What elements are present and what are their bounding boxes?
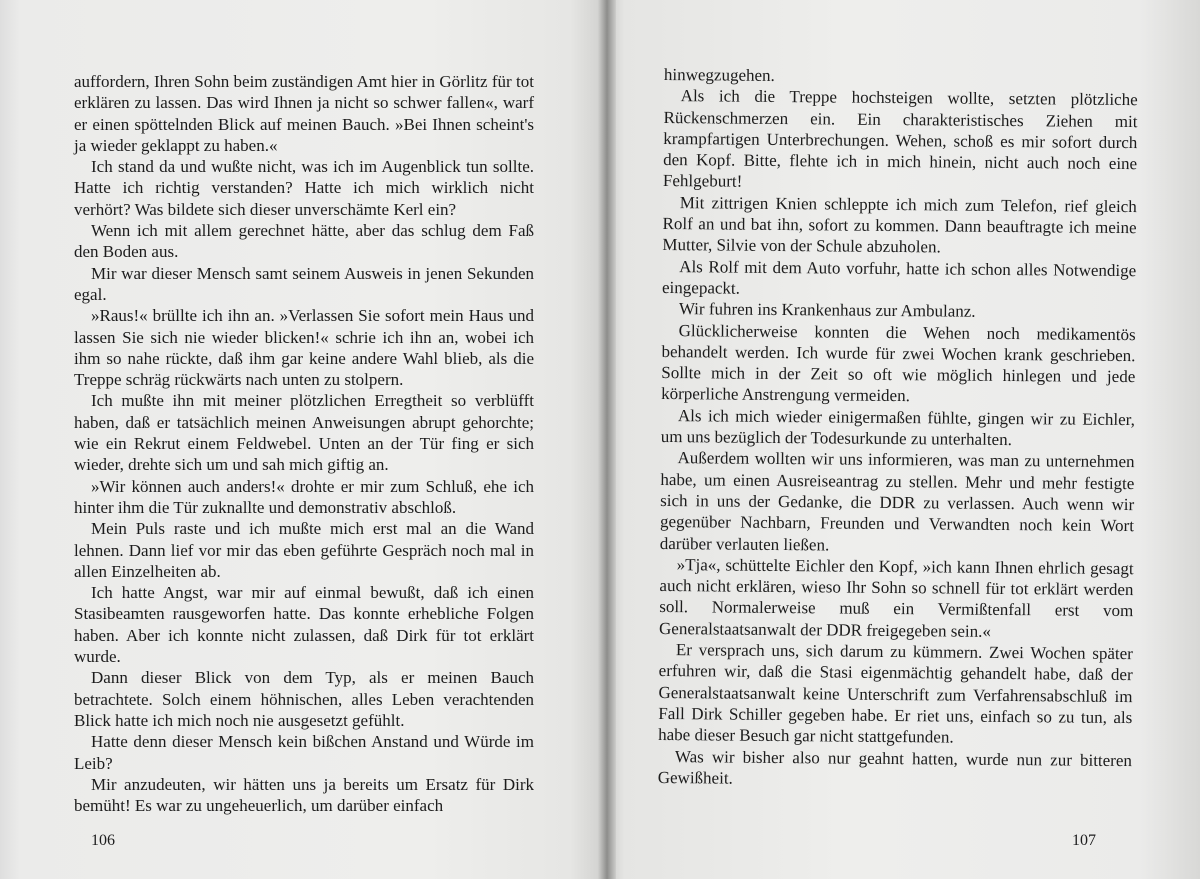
paragraph: »Wir können auch anders!« drohte er mir zum Schluß, ehe ich hinter ihm die Tür zuknallte und demonstrativ abschloß. bbox=[74, 476, 534, 517]
paragraph: Glücklicherweise konnten die Wehen noch medikamentös behandelt werden. Ich wurde für zwei Wochen krank geschrieben. Sollte mich in der Zeit so oft wie möglich hinlegen und jede körperliche Anstrengung vermeiden. bbox=[661, 320, 1136, 406]
paragraph: Ich hatte Angst, war mir auf einmal bewußt, daß ich einen Stasibeamten rausgeworfen hatte. Das konnte erhebliche Folgen haben. Aber ich konnte nicht zulassen, daß Dirk für tot erklärt wurde. bbox=[74, 583, 534, 667]
paragraph: Wenn ich mit allem gerechnet hätte, aber das schlug dem Faß den Boden aus. bbox=[74, 221, 534, 262]
paragraph: hinwegzugehen. bbox=[663, 64, 775, 85]
book-gutter bbox=[598, 0, 616, 879]
paragraph: Mein Puls raste und ich mußte mich erst mal an die Wand lehnen. Dann lief vor mir das eben geführte Gespräch noch mal in allen Einzelheiten ab. bbox=[74, 519, 534, 581]
paragraph: Was wir bisher also nur geahnt hatten, wurde nun zur bitteren Gewißheit. bbox=[657, 746, 1133, 788]
paragraph: Dann dieser Blick von dem Typ, als er meinen Bauch betrachtete. Solch einem höhnischen, alles Leben verachtenden Blick hatte ich mich noch nie ausgesetzt gefühlt. bbox=[74, 668, 534, 730]
paragraph: Ich mußte ihn mit meiner plötzlichen Erregtheit so verblüfft haben, daß er tatsächlich meinen Anweisungen abrupt gehorchte; wie ein Rekrut einem Feldwebel. Unten an der Tür fing er sich wieder, drehte sich um und sah mich giftig an. bbox=[74, 391, 534, 475]
paragraph: Ich stand da und wußte nicht, was ich im Augenblick tun sollte. Hatte ich richtig verstanden? Hatte ich mich wirklich nicht verhört? Was bildete sich dieser unverschämte Kerl ein? bbox=[74, 157, 534, 219]
left-page-text bbox=[74, 71, 534, 816]
right-page bbox=[606, 0, 1200, 879]
paragraph: Außerdem wollten wir uns informieren, was man zu unternehmen habe, um einen Ausreiseantrag zu stellen. Mehr und mehr festigte sich in uns der Gedanke, die DDR zu verlassen. Auch wenn wir gegenüber Nachbarn, Freunden und Verwandten noch kein Wort darüber verlauten ließen. bbox=[659, 448, 1135, 554]
paragraph: Wir fuhren ins Krankenhaus zur Ambulanz. bbox=[678, 299, 976, 321]
paragraph: Mir war dieser Mensch samt seinem Ausweis in jenen Sekunden egal. bbox=[74, 263, 534, 304]
paragraph: Mir anzudeuten, wir hätten uns ja bereits um Ersatz für Dirk bemüht! Es war zu ungeheuerlich, um darüber einfach bbox=[74, 774, 534, 816]
page-number-right: 107 bbox=[1072, 832, 1096, 849]
right-page-text bbox=[658, 64, 1138, 792]
paragraph: Er versprach uns, sich darum zu kümmern. Zwei Wochen später erfuhren wir, daß die Stasi eigenmächtig gehandelt habe, daß der Generalstaatsanwalt keine Unterschrift zum Verfahrensabschluß im Fall Dirk Schiller gegeben habe. Er riet uns, einfach so zu tun, als habe dieser Besuch gar nicht stattgefunden. bbox=[658, 640, 1133, 747]
paragraph: Mit zittrigen Knien schleppte ich mich zum Telefon, rief gleich Rolf an und bat ihn, sofort zu kommen. Dann beauftragte ich meine Mutter, Silvie von der Schule abzuholen. bbox=[662, 192, 1137, 257]
paragraph: auffordern, Ihren Sohn beim zuständigen Amt hier in Görlitz für tot erklären zu lassen. Das wird Ihnen ja nicht so schwer fallen«, warf er einen spöttelnden Blick auf meinen Bauch. »Bei Ihnen scheint's ja wieder geklappt zu haben.« bbox=[74, 72, 534, 155]
paragraph: Als Rolf mit dem Auto vorfuhr, hatte ich schon alles Notwendige eingepackt. bbox=[661, 256, 1137, 298]
paragraph: Als ich mich wieder einigermaßen fühlte, gingen wir zu Eichler, um uns bezüglich der Todesurkunde zu unterhalten. bbox=[660, 405, 1135, 450]
paragraph: Hatte denn dieser Mensch kein bißchen Anstand und Würde im Leib? bbox=[74, 732, 534, 773]
paragraph: Als ich die Treppe hochsteigen wollte, setzten plötzliche Rückenschmerzen ein. Ein charakteristisches Ziehen mit krampfartigen Unterbrechungen. Wehen, schoß es mir sofort durch den Kopf. Bitte, flehte ich in mich hinein, nicht auch noch eine Fehlgeburt! bbox=[662, 86, 1138, 192]
page-number-left: 106 bbox=[91, 832, 115, 849]
paragraph: »Tja«, schüttelte Eichler den Kopf, »ich kann Ihnen ehrlich gesagt auch nicht erklären, wieso Ihr Sohn so schnell für tot erklärt werden soll. Normalerweise muß ein Vermißtenfall erst vom Generalstaatsanwalt der DDR freigegeben sein.« bbox=[658, 554, 1134, 641]
paragraph: »Raus!« brüllte ich ihn an. »Verlassen Sie sofort mein Haus und lassen Sie sich nie wieder blicken!« schrie ich ihn an, wobei ich ihm so nahe rückte, daß ihm gar keine andere Wahl blieb, als die Treppe schräg rückwärts nach unten zu stolpern. bbox=[74, 306, 534, 390]
